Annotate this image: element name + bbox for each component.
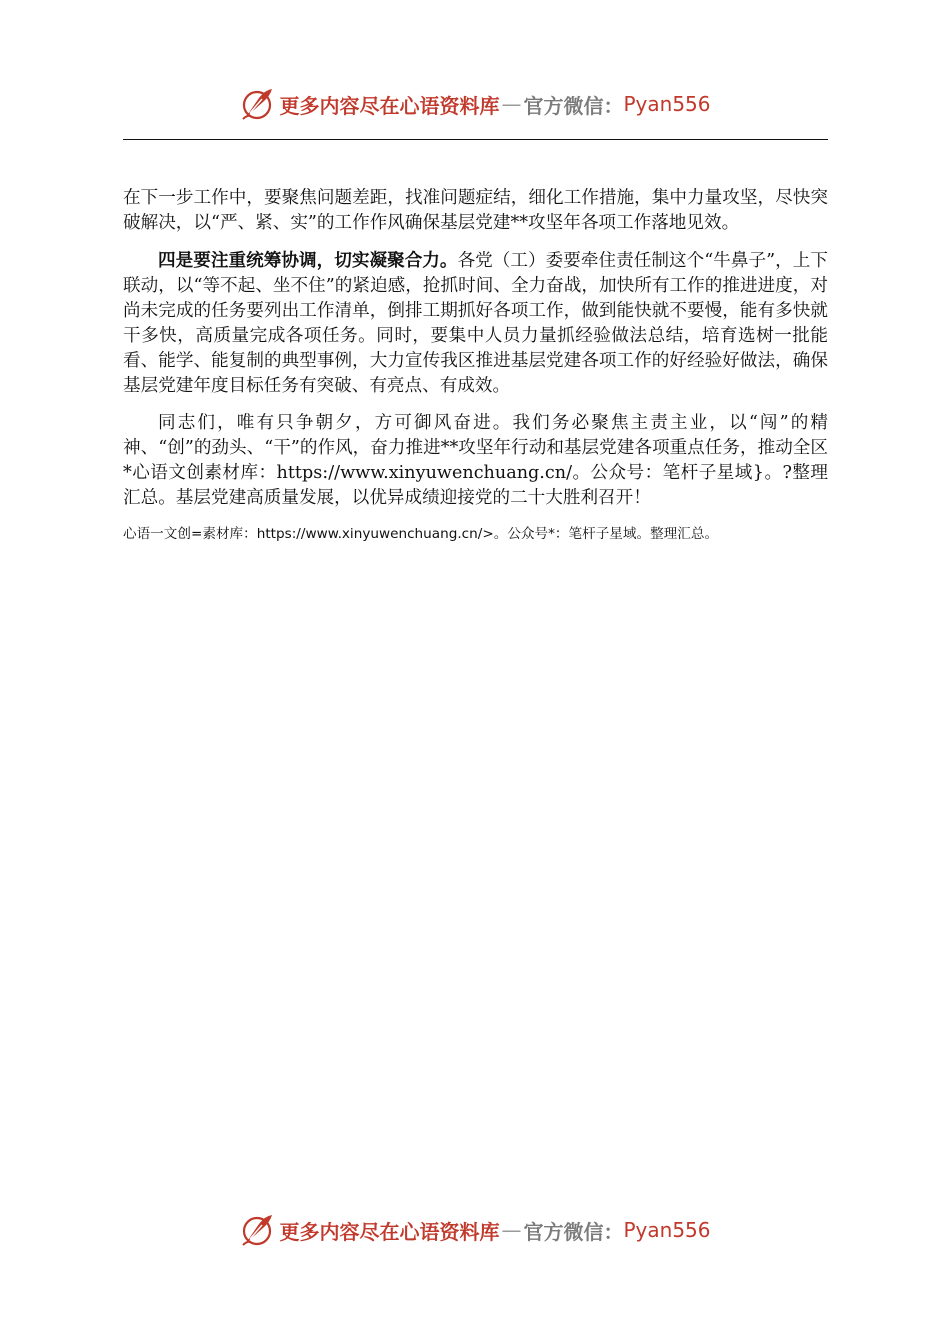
paragraph-2-text: 各党（工）委要牵住责任制这个“牛鼻子”，上下联动，以“等不起、坐不住”的紧迫感，抢抓时间、全力奋战，加快所有工作的推进进度，对尚未完成的任务要列出工作清单，倒排工期抓好各项工作，做到能快就不要慢，能有多快就干多快，高质量完成各项任务。同时，要集中人员力量抓经验做法总结，培育选树一批能看、能学、能复制的典型事例，大力宣传我区推进基层党建各项工作的好经验好做法，确保基层党建年度目标任务有突破、有亮点、有成效。 [123, 251, 828, 396]
header-brand-wechat-label: 官方微信： [523, 93, 624, 118]
paragraph-1-text: 在下一步工作中，要聚焦问题差距，找准问题症结，细化工作措施，集中力量攻坚，尽快突破解决，以“严、紧、实”的工作作风确保基层党建**攻坚年各项工作落地见效。 [123, 188, 828, 233]
header-brand-banner [0, 84, 950, 124]
footer-brand-wechat-label: 官方微信： [523, 1219, 624, 1244]
paragraph-1 [123, 186, 828, 236]
footer-brand-title: 更多内容尽在心语资料库 [279, 1219, 500, 1244]
header-brand-wechat-id: Pyan556 [623, 92, 711, 116]
paragraph-3 [123, 411, 828, 511]
paragraph-2-lead: 四是要注重统筹协调，切实凝聚合力。 [158, 250, 458, 271]
source-note: 心语一文创=素材库：https://www.xinyuwenchuang.cn/>。公众号*：笔杆子星域。整理汇总。 [123, 526, 719, 542]
paragraph-3-text: 同志们，唯有只争朝夕，方可御风奋进。我们务必聚焦主责主业，以“闯”的精神、“创”的劲头、“干”的作风，奋力推进**攻坚年行动和基层党建各项重点任务，推动全区*心语文创素材库：https://www.xinyuwenchuang.cn/。公众号：笔杆子星域}。?整理汇总。基层党建高质量发展，以优异成绩迎接党的二十大胜利召开！ [123, 413, 828, 508]
paragraph-2 [123, 248, 828, 399]
header-brand-dash: — [501, 92, 522, 116]
quill-logo-icon [239, 86, 275, 122]
header-brand-title: 更多内容尽在心语资料库 [279, 93, 500, 118]
footer-brand-dash: — [501, 1218, 522, 1242]
header-divider [123, 139, 828, 140]
quill-logo-icon [239, 1212, 275, 1248]
footer-brand-wechat-id: Pyan556 [623, 1218, 711, 1242]
document-body [123, 186, 828, 545]
footer-brand-banner [0, 1210, 950, 1250]
